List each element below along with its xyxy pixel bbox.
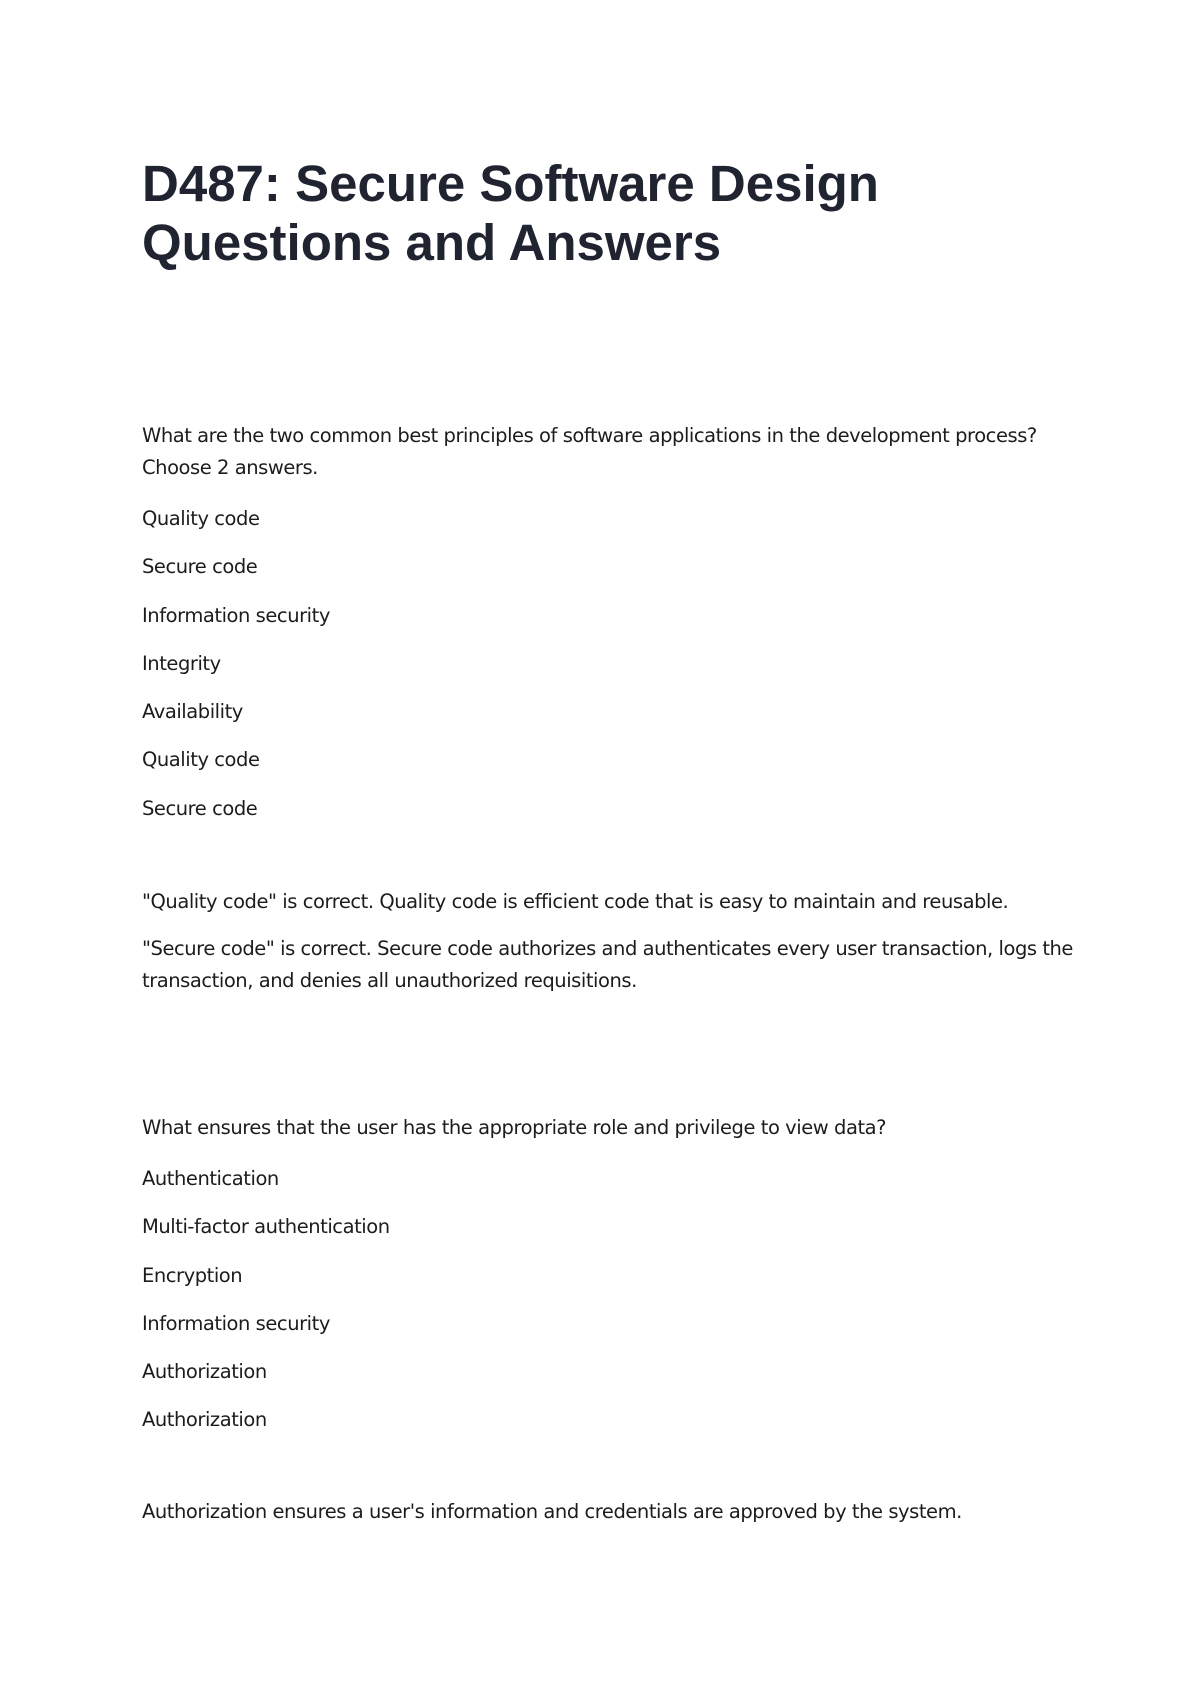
answer-option: Information security xyxy=(142,1311,330,1335)
answer-option: Authorization xyxy=(142,1360,267,1384)
explanation-text: "Secure code" is correct. Secure code authorizes and authenticates every user transaction, logs the transaction, and denies all unauthorized requisitions. xyxy=(142,937,1073,992)
answer-option: Authentication xyxy=(142,1167,279,1190)
answer-option: Multi-factor authentication xyxy=(142,1215,390,1239)
explanation-text: "Quality code" is correct. Quality code is efficient code that is easy to maintain and reusable. xyxy=(142,890,1009,913)
answer-option: Quality code xyxy=(142,507,260,530)
explanation-text: Authorization ensures a user's information and credentials are approved by the system. xyxy=(142,1500,962,1523)
answer-options xyxy=(142,495,1082,833)
question-block-1 xyxy=(142,420,1082,992)
question-text: What are the two common best principles of software applications in the development process? Choose 2 answers. xyxy=(142,424,1037,479)
answer-option: Information security xyxy=(142,603,330,627)
answer-explanations xyxy=(142,886,1082,997)
answer-option: Quality code xyxy=(142,748,260,772)
question-text: What ensures that the user has the appropriate role and privilege to view data? xyxy=(142,1116,887,1139)
title-line-2: Questions and Answers xyxy=(142,214,722,271)
answer-option: Encryption xyxy=(142,1263,243,1287)
answer-options xyxy=(142,1155,1082,1445)
page-title xyxy=(142,154,1042,272)
question-block-2 xyxy=(142,1112,1082,1523)
answer-explanations xyxy=(142,1496,1082,1528)
answer-option: Availability xyxy=(142,700,243,724)
answer-option: Authorization xyxy=(142,1408,267,1432)
title-line-1: D487: Secure Software Design xyxy=(142,155,879,212)
answer-option: Integrity xyxy=(142,651,221,675)
answer-option: Secure code xyxy=(142,555,258,579)
answer-option: Secure code xyxy=(142,796,258,820)
